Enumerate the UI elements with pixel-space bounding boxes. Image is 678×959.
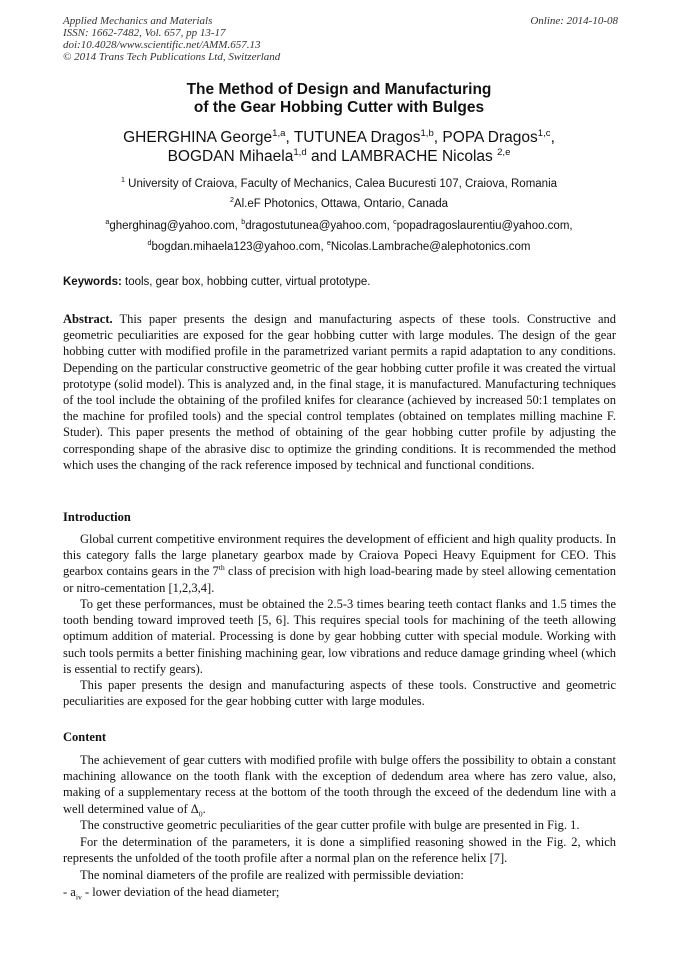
- email-d[interactable]: bogdan.mihaela123@yahoo.com,: [151, 241, 324, 253]
- doi-link[interactable]: doi:10.4028/www.scientific.net/AMM.657.13: [63, 39, 261, 51]
- keywords-text: tools, gear box, hobbing cutter, virtual prototype.: [125, 276, 371, 288]
- journal-name: Applied Mechanics and Materials: [63, 15, 213, 27]
- issn-line: ISSN: 1662-7482, Vol. 657, pp 13-17: [63, 27, 226, 39]
- abstract-label: Abstract.: [63, 312, 113, 326]
- content-paragraph-2: The constructive geometric peculiarities of the gear cutter profile with bulge are presented in Fig. 1.: [80, 818, 580, 832]
- title-line-2: of the Gear Hobbing Cutter with Bulges: [193, 99, 485, 116]
- affiliation-1: [0, 177, 678, 191]
- content-paragraph-1: [63, 752, 616, 817]
- title-line-1: The Method of Design and Manufacturing: [186, 81, 492, 98]
- paper-title: [0, 81, 678, 117]
- email-c-sup: c: [393, 218, 397, 227]
- email-c[interactable]: popadragoslaurentiu@yahoo.com,: [396, 220, 573, 232]
- content-p1-end: .: [202, 801, 206, 816]
- author-4-sup: 1,d: [293, 146, 307, 158]
- content-p5-text: - a: [63, 885, 76, 899]
- email-e-sup: e: [326, 239, 331, 248]
- introduction-paragraph-3: This paper presents the design and manufacturing aspects of these tools. Constructive and geometric peculiarities are exposed for the gear hobbing cutter with large modules.: [63, 678, 616, 709]
- content-paragraph-3: For the determination of the parameters, it is done a simplified reasoning showed in the Fig. 2, which represents the unfolded of the tooth profile after a normal plan on the reference helix [7].: [63, 835, 616, 866]
- author-1: GHERGHINA George: [123, 129, 273, 146]
- intro-p1-end: class of precision with high load-bearing made by steel allowing cementation or nitro-cementation [1,2,3,4].: [63, 564, 616, 595]
- author-3-sup: 1,c: [537, 127, 551, 139]
- email-line-1: [0, 219, 678, 233]
- author-5: LAMBRACHE Nicolas: [341, 148, 493, 165]
- content-p1-sub: 0: [198, 809, 203, 819]
- keywords-label: Keywords:: [63, 276, 122, 288]
- author-4: BOGDAN Mihaela: [167, 148, 294, 165]
- email-b-sup: b: [241, 218, 246, 227]
- email-a[interactable]: gherghinag@yahoo.com,: [109, 220, 239, 232]
- author-list: GHERGHINA George$^{1,a}$, TUTUNEA Dragos$^{1,b}$, POPA Dragos$^{1,c}$, BOGDAN Mihaela$^{1,d}$ and LAMBRACHE Nicolas $^{2,e}$: [123, 127, 555, 165]
- content-heading: Content: [63, 730, 107, 744]
- introduction-paragraph-1: [63, 531, 616, 596]
- content-paragraph-4: The nominal diameters of the profile are realized with permissible deviation:: [80, 868, 464, 882]
- content-p5-end: - lower deviation of the head diameter;: [81, 885, 280, 899]
- author-and: and: [310, 148, 337, 165]
- affiliation-2-text: Al.eF Photonics, Ottawa, Ontario, Canada: [233, 198, 449, 210]
- email-line-2: [0, 240, 678, 254]
- introduction-paragraph-2: To get these performances, must be obtained the 2.5-3 times bearing teeth contact flanks and 1.5 times the tooth bending toward improved teeth [5, 6]. This requires special tools for machining of the teeth allowing optimum addition of material. Processing is done by gear hobbing cutter with special module. Working with such tools permits a better finishing machining gear, low vibrations and reduce damage grinding wheel (which is essential to rectify gears).: [63, 597, 616, 676]
- keywords: [63, 276, 618, 288]
- author-2-sup: 1,b: [420, 127, 434, 139]
- content-paragraph-5: [63, 884, 616, 900]
- affiliation-1-text: University of Craiova, Faculty of Mechanics, Calea Bucuresti 107, Craiova, Romania: [128, 178, 558, 190]
- intro-p1-sup: th: [218, 563, 225, 573]
- author-3: POPA Dragos: [442, 129, 538, 146]
- email-b[interactable]: dragostutunea@yahoo.com,: [245, 220, 390, 232]
- author-2: TUTUNEA Dragos: [293, 129, 421, 146]
- content-p5-sub: iv: [75, 892, 82, 902]
- affiliation-2-sup: 2: [229, 196, 234, 205]
- introduction-heading: Introduction: [63, 510, 131, 524]
- affiliation-1-sup: 1: [120, 176, 125, 185]
- author-1-sup: 1,a: [272, 127, 286, 139]
- abstract: [63, 311, 616, 473]
- content-p1-text: The achievement of gear cutters with modified profile with bulge offers the possibility to obtain a constant machining allowance on the tooth flank with the exception of dedendum area where has zero value, also, making of a supplementary recess at the bottom of the tooth through the exceed of the dedendum line with a well determined value of Δ: [63, 753, 616, 816]
- journal-header: [63, 15, 618, 63]
- email-d-sup: d: [147, 239, 152, 248]
- email-a-sup: a: [105, 218, 110, 227]
- author-5-sup: 2,e: [497, 146, 511, 158]
- intro-p1-text: Global current competitive environment requires the development of efficient and high quality products. In this category falls the large planetary gearbox made by Craiova Popeci Heavy Equipment for CEO. This gearbox contains gears in the 7: [63, 532, 616, 579]
- online-date: Online: 2014-10-08: [530, 15, 618, 27]
- email-e[interactable]: Nicolas.Lambrache@alephotonics.com: [330, 241, 531, 253]
- abstract-text: This paper presents the design and manufacturing aspects of these tools. Constructive and geometric peculiarities are exposed for the gear hobbing cutter with large modules. The design of the gear hobbing cutter with modified profile in the parametrized variant permits a rapid adaptation to any conditions. Depending on the particular constructive geometric of the gear hobbing cutter profile it was created the virtual prototype (solid model). This is analyzed and, in the final stage, it is manufactured. Manufacturing techniques of the tool include the obtaining of the profiled knifes for clearance (achieved by increased 50:1 templates on the machine for profiled tools) and the special control templates (obtained on templates milling machine F. Studer). This paper presents the method of obtaining of the gear hobbing cutter profile by adjusting the corresponding shape of the abrasive disc to optimize the grinding conditions. It is recommended the method which uses the changing of the rack reference imposed by technical and functional conditions.: [63, 312, 616, 472]
- affiliation-2: [0, 197, 678, 211]
- copyright-line: © 2014 Trans Tech Publications Ltd, Switzerland: [63, 51, 281, 63]
